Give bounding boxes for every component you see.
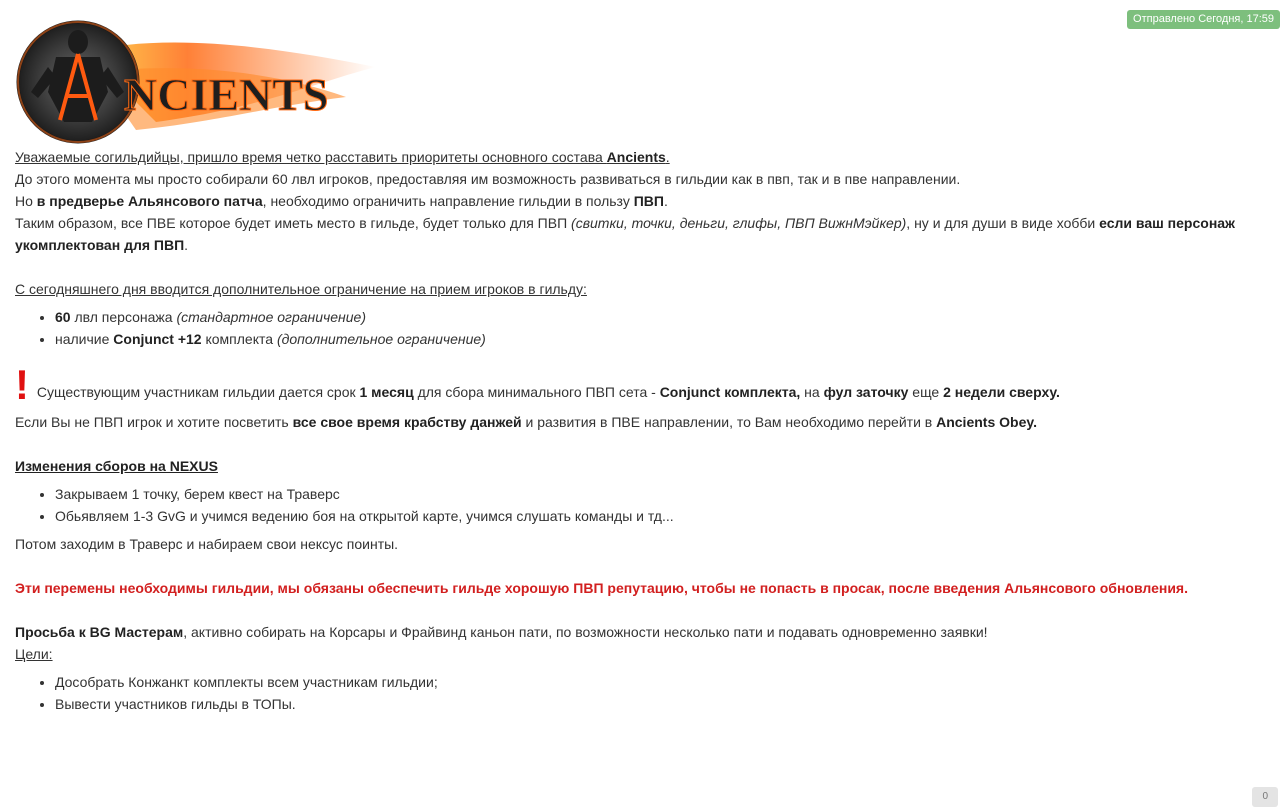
counter-badge[interactable]: 0	[1252, 787, 1278, 807]
goals-label: Цели:	[15, 646, 53, 662]
intro-line-4: Таким образом, все ПВЕ которое будет иметь место в гильде, будет только для ПВП (свитки, точки, деньги, глифы, ПВП ВижнМэйкер), ну и для души в виде хобби если ваш персонаж укомплектован для ПВП.	[15, 215, 1235, 253]
warning-text: Эти перемены необходимы гильдии, мы обязаны обеспечить гильде хорошую ПВП репутацию, чтобы не попасть в просак, после введения Альянсового обновления.	[15, 580, 1188, 596]
svg-text:NCIENTS: NCIENTS	[124, 69, 329, 120]
deadline-notice: ! Существующим участникам гильдии дается срок 1 месяц для сбора минимального ПВП сета - Conjunct комплекта, на фул заточку еще 2 недели сверху.	[15, 361, 1060, 408]
bg-request: Просьба к BG Мастерам, активно собирать на Корсары и Фрайвинд каньон пати, по возможности несколько пати и подавать одновременно заявки!	[15, 624, 988, 640]
restriction-heading: С сегодняшнего дня вводится дополнительное ограничение на прием игроков в гильду:	[15, 281, 587, 297]
ancients-logo	[16, 12, 381, 147]
list-item: • наличие Conjunct +12 комплекта (дополнительное ограничение)	[55, 328, 1277, 350]
intro-line-2: До этого момента мы просто собирали 60 лвл игроков, предоставляя им возможность развиваться в гильдии как в пвп, так и в пве направлении.	[15, 171, 961, 187]
list-item: • Дособрать Конжанкт комплекты всем участникам гильдии;	[55, 671, 1277, 693]
list-item: • 60 лвл персонажа (стандартное ограничение)	[55, 306, 1277, 328]
intro-line-3: Но в предверье Альянсового патча, необходимо ограничить направление гильдии в пользу ПВП.	[15, 193, 668, 209]
goals-list	[15, 671, 1277, 715]
exclamation-icon: !	[15, 361, 29, 408]
nexus-heading: Изменения сборов на NEXUS	[15, 458, 218, 474]
nexus-list	[15, 483, 1277, 527]
list-item: • Закрываем 1 точку, берем квест на Траверс	[55, 483, 1277, 505]
obey-notice: Если Вы не ПВП игрок и хотите посветить все свое время крабству данжей и развития в ПВЕ направлении, то Вам необходимо перейти в Ancients Obey.	[15, 414, 1037, 430]
nexus-after: Потом заходим в Траверс и набираем свои нексус поинты.	[15, 536, 399, 552]
post-body	[15, 146, 1277, 721]
restriction-list	[15, 306, 1277, 350]
intro-line-1: Уважаемые согильдийцы, пришло время четко расставить приоритеты основного состава Ancients.	[15, 149, 670, 165]
list-item: • Обьявляем 1-3 GvG и учимся ведению боя на открытой карте, учимся слушать команды и тд...	[55, 505, 1277, 527]
list-item: • Вывести участников гильды в ТОПы.	[55, 693, 1277, 715]
sent-time-badge: Отправлено Сегодня, 17:59	[1127, 10, 1280, 29]
